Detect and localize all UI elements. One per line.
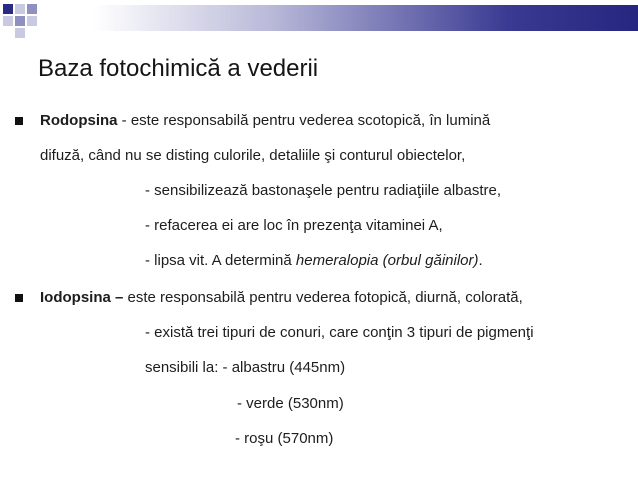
decor-square-icon — [15, 28, 25, 38]
rodopsina-line-5 — [145, 251, 483, 271]
header-gradient-bar — [46, 5, 638, 31]
rodopsina-description: - este responsabilă pentru vederea scotopică, în lumină — [117, 112, 491, 129]
iodopsina-line-5: - roşu (570nm) — [235, 430, 334, 447]
slide-title: Baza fotochimică a vederii — [38, 55, 319, 82]
rodopsina-line-1 — [40, 111, 490, 131]
iodopsina-line-1 — [40, 288, 523, 308]
hemeralopia-prefix: - lipsa vit. A determină — [145, 252, 296, 269]
hemeralopia-term: hemeralopia (orbul găinilor) — [295, 252, 479, 269]
decor-square-icon — [15, 16, 25, 26]
decor-square-icon — [27, 16, 37, 26]
decor-square-icon — [15, 4, 25, 14]
rodopsina-term: Rodopsina — [40, 112, 118, 129]
decor-square-icon — [3, 4, 13, 14]
hemeralopia-suffix: . — [478, 252, 483, 269]
decor-square-icon — [27, 4, 37, 14]
bullet-square-icon — [15, 117, 23, 125]
iodopsina-term: Iodopsina – — [40, 289, 124, 306]
iodopsina-line-4: - verde (530nm) — [237, 395, 344, 412]
rodopsina-line-4: - refacerea ei are loc în prezenţa vitaminei A, — [145, 217, 443, 234]
iodopsina-description: este responsabilă pentru vederea fotopică, diurnă, colorată, — [123, 289, 523, 306]
rodopsina-line-3: - sensibilizează bastonaşele pentru radiaţiile albastre, — [145, 182, 502, 199]
bullet-square-icon — [15, 294, 23, 302]
decor-square-icon — [3, 16, 13, 26]
rodopsina-line-2: difuză, când nu se disting culorile, detaliile şi conturul obiectelor, — [40, 147, 466, 164]
iodopsina-line-2: - există trei tipuri de conuri, care conţin 3 tipuri de pigmenţi — [145, 324, 534, 341]
iodopsina-line-3: sensibili la: - albastru (445nm) — [145, 359, 346, 376]
